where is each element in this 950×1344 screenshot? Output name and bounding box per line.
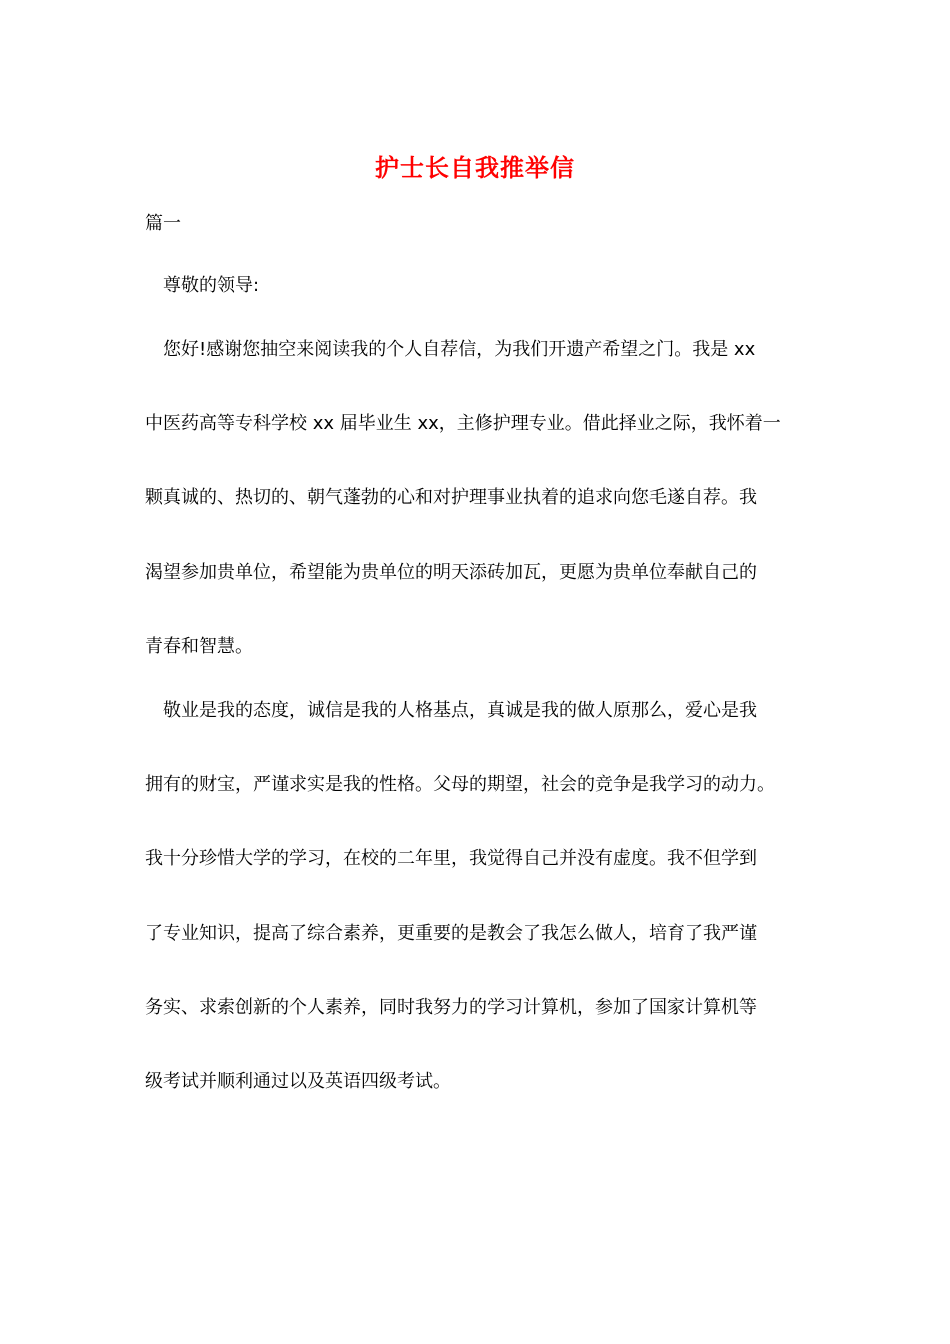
body-line-3: 颗真诚的、热切的、朝气蓬勃的心和对护理事业执着的追求向您毛遂自荐。我 [145,487,757,508]
body-line-6: 敬业是我的态度，诚信是我的人格基点，真诚是我的做人原那么，爱心是我 [163,700,757,721]
body-line-9: 了专业知识，提高了综合素养，更重要的是教会了我怎么做人，培育了我严谨 [145,923,757,944]
body-line-4: 渴望参加贵单位，希望能为贵单位的明天添砖加瓦，更愿为贵单位奉献自己的 [145,562,757,583]
body-line-1: 您好!感谢您抽空来阅读我的个人自荐信，为我们开遗产希望之门。我是 xx [163,339,756,360]
body-line-8: 我十分珍惜大学的学习，在校的二年里，我觉得自己并没有虚度。我不但学到 [145,848,757,869]
document-title: 护士长自我推举信 [375,153,575,182]
salutation: 尊敬的领导: [163,275,260,296]
body-line-2: 中医药高等专科学校 xx 届毕业生 xx，主修护理专业。借此择业之际，我怀着一 [145,413,781,434]
body-line-10: 务实、求索创新的个人素养，同时我努力的学习计算机，参加了国家计算机等 [145,997,757,1018]
body-line-11: 级考试并顺利通过以及英语四级考试。 [145,1071,451,1092]
section-label: 篇一 [145,213,181,234]
body-line-7: 拥有的财宝，严谨求实是我的性格。父母的期望，社会的竞争是我学习的动力。 [145,774,775,795]
body-line-5: 青春和智慧。 [145,636,253,657]
